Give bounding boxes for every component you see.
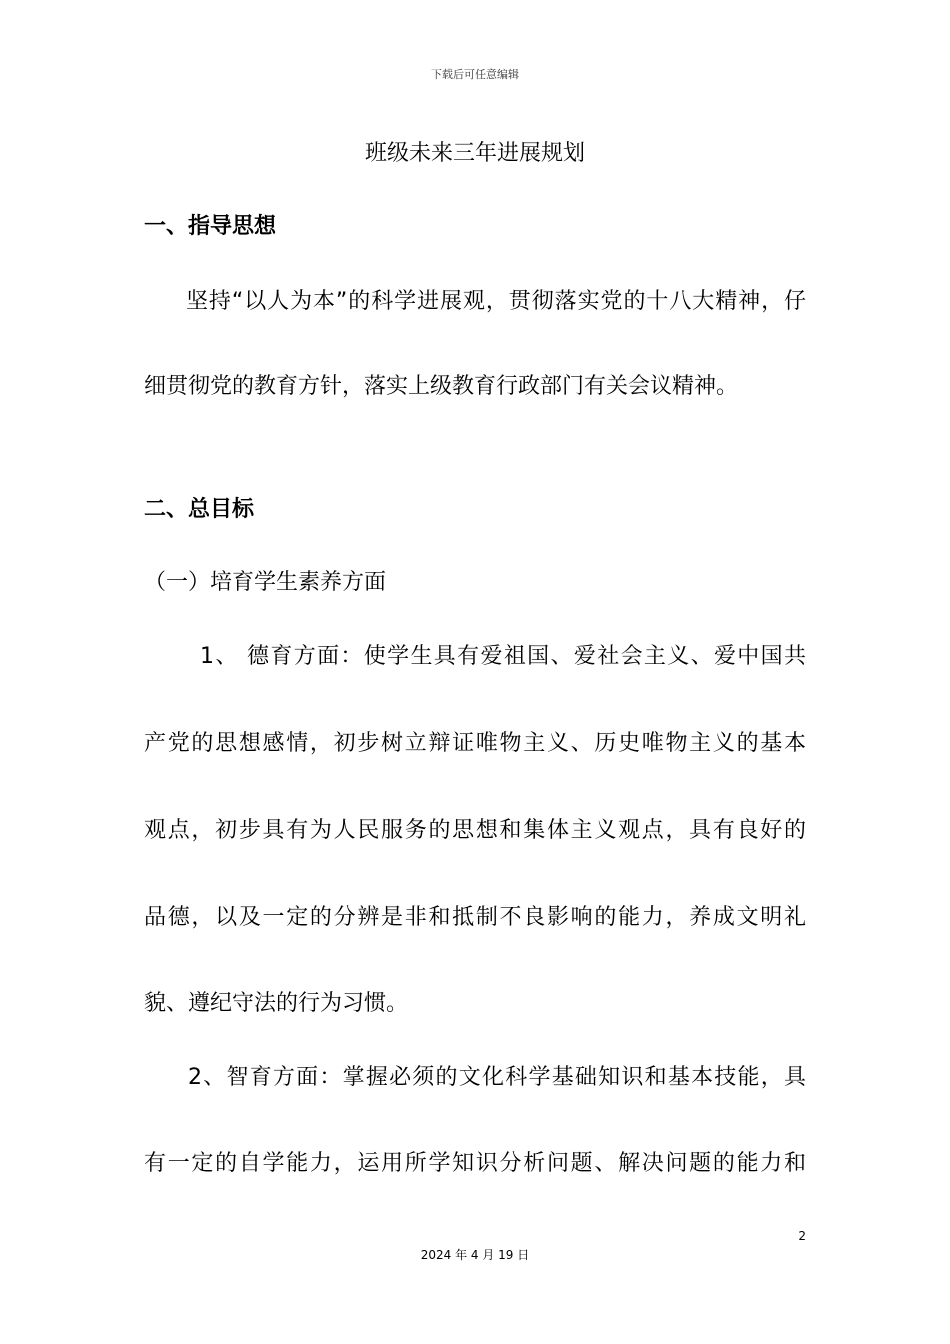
- section-heading-guiding-ideology: 一、指导思想: [144, 214, 277, 239]
- footer-date: 2024 年 4 月 19 日: [420, 1248, 530, 1262]
- paragraph-line: 貌、遵纪守法的行为习惯。: [144, 991, 409, 1016]
- paragraph-line: 品德，以及一定的分辨是非和抵制不良影响的能力，养成文明礼: [144, 905, 806, 930]
- paragraph-line: 坚持“以人为本”的科学进展观，贯彻落实党的十八大精神，仔: [186, 289, 806, 314]
- section-heading-overall-goal: 二、总目标: [144, 497, 255, 522]
- page-number: 2: [798, 1229, 806, 1243]
- document-title: 班级未来三年进展规划: [364, 141, 585, 166]
- paragraph-line: 细贯彻党的教育方针，落实上级教育行政部门有关会议精神。: [144, 374, 739, 399]
- paragraph-line: 有一定的自学能力，运用所学知识分析问题、解决问题的能力和: [144, 1151, 806, 1176]
- paragraph-line: 产党的思想感情，初步树立辩证唯物主义、历史唯物主义的基本: [144, 731, 806, 756]
- paragraph-line: 2、智育方面：掌握必须的文化科学基础知识和基本技能，具: [188, 1065, 806, 1090]
- subsection-heading: （一）培育学生素养方面: [144, 570, 387, 595]
- paragraph-line: 1、 德育方面：使学生具有爱祖国、爱社会主义、爱中国共: [200, 644, 806, 669]
- paragraph-line: 观点，初步具有为人民服务的思想和集体主义观点，具有良好的: [144, 818, 806, 843]
- header-note: 下载后可任意编辑: [431, 68, 519, 81]
